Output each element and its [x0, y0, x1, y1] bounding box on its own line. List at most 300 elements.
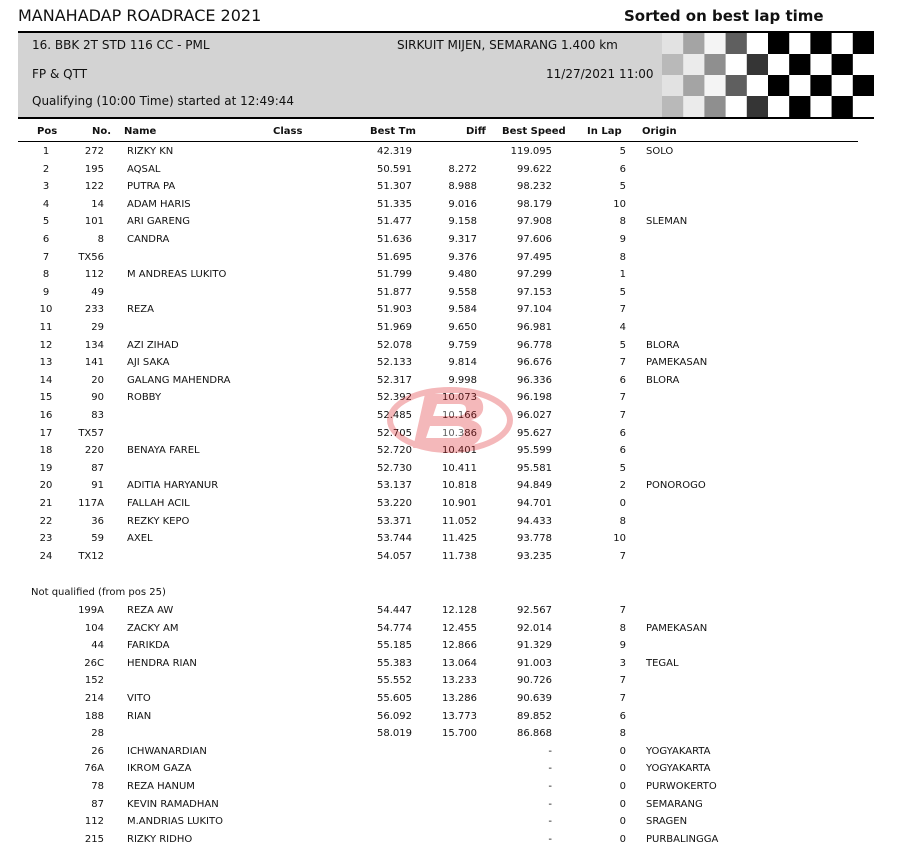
cell-lap: 0: [619, 745, 626, 757]
cell-origin: PURBALINGGA: [646, 833, 719, 845]
cell-speed: 94.849: [517, 480, 552, 492]
table-row: [0, 357, 900, 375]
cell-diff: 13.286: [442, 693, 477, 704]
cell-diff: 11.425: [442, 533, 477, 545]
cell-diff: 15.700: [442, 728, 477, 740]
cell-pos: 22: [39, 515, 53, 527]
cell-lap: 0: [619, 763, 626, 775]
cell-speed: 89.852: [517, 710, 552, 722]
cell-no: 28: [91, 728, 104, 740]
cell-speed: -: [548, 763, 552, 775]
cell-best: 55.383: [377, 657, 412, 669]
cell-diff: 9.558: [448, 286, 477, 298]
cell-name: PUTRA PA: [127, 181, 176, 193]
cell-lap: 8: [619, 251, 626, 263]
cell-lap: 3: [619, 657, 626, 669]
cell-lap: 7: [619, 357, 626, 369]
cell-diff: 12.128: [442, 605, 477, 616]
cell-no: 29: [91, 322, 104, 333]
cell-no: 272: [84, 146, 104, 157]
table-row: [0, 623, 900, 641]
table-row: [0, 269, 900, 287]
cell-origin: YOGYAKARTA: [646, 745, 711, 757]
cell-speed: -: [548, 833, 552, 845]
class-name: 16. BBK 2T STD 116 CC - PML: [32, 38, 210, 52]
table-row: [0, 164, 900, 182]
col-class: Class: [273, 126, 303, 137]
cell-diff: 12.866: [442, 640, 477, 652]
cell-speed: 98.232: [517, 181, 552, 193]
table-row: [0, 781, 900, 799]
cell-best: 51.877: [377, 286, 412, 298]
cell-speed: 92.014: [517, 622, 552, 634]
table-row: [0, 816, 900, 834]
cell-diff: 12.455: [442, 622, 477, 634]
table-row: [0, 516, 900, 534]
cell-lap: 5: [619, 181, 626, 193]
cell-best: 55.552: [377, 675, 412, 687]
cell-name: AZI ZIHAD: [127, 339, 179, 351]
cell-no: 8: [97, 234, 104, 245]
cell-best: 52.485: [377, 410, 412, 421]
cell-name: ARI GARENG: [127, 216, 191, 228]
cell-pos: 21: [39, 498, 53, 509]
cell-no: 26: [91, 745, 104, 757]
cell-no: 26C: [84, 657, 104, 669]
table-row: [0, 375, 900, 393]
cell-no: 87: [91, 798, 104, 810]
cell-name: REZA AW: [127, 605, 174, 616]
cell-best: 53.137: [377, 480, 412, 492]
cell-diff: 9.584: [448, 304, 477, 316]
table-row: [0, 605, 900, 623]
cell-no: 122: [84, 181, 104, 193]
cell-lap: 5: [619, 286, 626, 298]
cell-best: 51.695: [377, 251, 412, 263]
table-row: [0, 234, 900, 252]
col-diff: Diff: [466, 126, 486, 137]
cell-lap: 5: [619, 462, 626, 474]
cell-lap: 8: [619, 216, 626, 228]
table-row: [0, 252, 900, 270]
table-row: [0, 410, 900, 428]
cell-origin: BLORA: [646, 374, 680, 386]
checkered-flag-icon: [662, 33, 874, 117]
cell-speed: 94.701: [517, 498, 552, 509]
cell-speed: 96.198: [517, 392, 552, 404]
cell-lap: 6: [619, 445, 626, 457]
cell-pos: 12: [39, 339, 53, 351]
cell-speed: 90.639: [517, 693, 552, 704]
cell-no: 199A: [78, 605, 104, 616]
cell-speed: -: [548, 745, 552, 757]
cell-lap: 7: [619, 304, 626, 316]
cell-best: 55.185: [377, 640, 412, 652]
cell-best: 58.019: [377, 728, 412, 740]
cell-lap: 6: [619, 427, 626, 439]
table-row: [0, 216, 900, 234]
cell-pos: 7: [42, 251, 50, 263]
cell-name: ADITIA HARYANUR: [127, 480, 219, 492]
cell-best: 52.730: [377, 462, 412, 474]
cell-speed: 99.622: [517, 163, 552, 175]
cell-name: ICHWANARDIAN: [127, 745, 207, 757]
table-row: [0, 834, 900, 852]
cell-lap: 9: [619, 640, 626, 652]
table-row: [0, 551, 900, 569]
cell-lap: 8: [619, 515, 626, 527]
cell-speed: 97.153: [517, 286, 552, 298]
cell-pos: 2: [42, 163, 50, 175]
cell-best: 53.371: [377, 515, 412, 527]
cell-no: 104: [84, 622, 104, 634]
cell-origin: SOLO: [646, 146, 674, 157]
cell-name: BENAYA FAREL: [127, 445, 200, 457]
cell-diff: 8.988: [448, 181, 477, 193]
cell-origin: YOGYAKARTA: [646, 763, 711, 775]
cell-lap: 0: [619, 816, 626, 828]
cell-pos: 19: [39, 462, 53, 474]
cell-speed: 94.433: [517, 515, 552, 527]
table-row: [0, 181, 900, 199]
cell-diff: 10.411: [442, 462, 477, 474]
cell-best: 51.636: [377, 234, 412, 245]
cell-diff: 13.233: [442, 675, 477, 687]
cell-lap: 4: [619, 322, 626, 333]
cell-pos: 13: [39, 357, 53, 369]
cell-name: GALANG MAHENDRA: [127, 374, 231, 386]
col-pos: Pos: [37, 126, 58, 137]
cell-pos: 15: [39, 392, 53, 404]
col-name: Name: [124, 126, 157, 137]
cell-lap: 10: [613, 198, 626, 210]
cell-pos: 17: [39, 427, 53, 439]
cell-lap: 7: [619, 675, 626, 687]
cell-no: 76A: [84, 763, 104, 775]
cell-speed: 86.868: [517, 728, 552, 740]
table-row: [0, 675, 900, 693]
col-in-lap: In Lap: [587, 126, 622, 137]
cell-best: 51.799: [377, 269, 412, 281]
cell-no: 188: [84, 710, 104, 722]
cell-diff: 10.166: [442, 410, 477, 421]
cell-speed: 97.104: [517, 304, 552, 316]
event-title: MANAHADAP ROADRACE 2021: [18, 6, 262, 25]
cell-pos: 24: [39, 550, 53, 562]
cell-diff: 9.158: [448, 216, 477, 228]
cell-name: AJI SAKA: [127, 357, 170, 369]
cell-best: 53.744: [377, 533, 412, 545]
table-row: [0, 533, 900, 551]
cell-speed: 97.299: [517, 269, 552, 281]
cell-no: TX57: [78, 427, 104, 439]
cell-diff: 9.759: [448, 339, 477, 351]
cell-no: 36: [91, 515, 104, 527]
cell-no: 112: [84, 816, 104, 828]
cell-speed: 90.726: [517, 675, 552, 687]
cell-best: 55.605: [377, 693, 412, 704]
cell-name: ADAM HARIS: [127, 198, 191, 210]
cell-name: KEVIN RAMADHAN: [127, 798, 219, 810]
table-row: [0, 640, 900, 658]
cell-no: 44: [91, 640, 104, 652]
cell-diff: 9.016: [448, 198, 477, 210]
cell-pos: 8: [42, 269, 50, 281]
cell-lap: 6: [619, 710, 626, 722]
cell-no: TX12: [78, 550, 104, 562]
table-row: [0, 445, 900, 463]
cell-best: 52.392: [377, 392, 412, 404]
cell-name: FARIKDA: [127, 640, 170, 652]
table-row: [0, 498, 900, 516]
col-origin: Origin: [642, 126, 677, 137]
not-qualified-label: Not qualified (from pos 25): [31, 587, 166, 598]
cell-best: 51.903: [377, 304, 412, 316]
cell-speed: 97.908: [517, 216, 552, 228]
table-row: [0, 428, 900, 446]
cell-lap: 0: [619, 833, 626, 845]
table-row: [0, 199, 900, 217]
cell-best: 51.335: [377, 198, 412, 210]
cell-diff: 13.773: [442, 710, 477, 722]
table-row: [0, 728, 900, 746]
cell-name: RIAN: [127, 710, 152, 722]
cell-diff: 11.052: [442, 515, 477, 527]
cell-diff: 9.650: [448, 322, 477, 333]
cell-no: 59: [91, 533, 104, 545]
cell-speed: 95.599: [517, 445, 552, 457]
cell-no: 134: [84, 339, 104, 351]
cell-best: 51.307: [377, 181, 412, 193]
cell-name: REZA: [127, 304, 154, 316]
cell-origin: BLORA: [646, 339, 680, 351]
table-row: [0, 322, 900, 340]
cell-name: M ANDREAS LUKITO: [127, 269, 227, 281]
cell-speed: 96.027: [517, 410, 552, 421]
cell-best: 54.774: [377, 622, 412, 634]
cell-no: 233: [84, 304, 104, 316]
cell-pos: 1: [42, 146, 50, 157]
cell-no: 195: [84, 163, 104, 175]
col-no: No.: [92, 126, 112, 137]
cell-pos: 20: [39, 480, 53, 492]
cell-pos: 18: [39, 445, 53, 457]
cell-pos: 6: [42, 234, 50, 245]
table-row: [0, 146, 900, 164]
table-row: [0, 480, 900, 498]
cell-lap: 6: [619, 374, 626, 386]
cell-origin: PONOROGO: [646, 480, 706, 492]
table-row: [0, 340, 900, 358]
cell-pos: 9: [42, 286, 50, 298]
col-best-tm: Best Tm: [370, 126, 416, 137]
cell-no: 141: [84, 357, 104, 369]
cell-lap: 8: [619, 622, 626, 634]
cell-speed: 96.981: [517, 322, 552, 333]
cell-name: ZACKY AM: [127, 622, 179, 634]
cell-speed: -: [548, 781, 552, 792]
cell-name: RIZKY RIDHO: [127, 833, 193, 845]
cell-lap: 0: [619, 798, 626, 810]
cell-best: 52.705: [377, 427, 412, 439]
cell-pos: 4: [42, 198, 50, 210]
cell-lap: 0: [619, 781, 626, 792]
cell-lap: 0: [619, 498, 626, 509]
cell-no: TX56: [78, 251, 104, 263]
cell-lap: 7: [619, 605, 626, 616]
cell-name: AQSAL: [127, 163, 161, 175]
cell-lap: 2: [619, 480, 626, 492]
cell-no: 214: [84, 693, 104, 704]
cell-speed: 98.179: [517, 198, 552, 210]
cell-best: 42.319: [377, 146, 412, 157]
cell-no: 152: [84, 675, 104, 687]
col-best-speed: Best Speed: [502, 126, 566, 137]
session-status: Qualifying (10:00 Time) started at 12:49:44: [32, 94, 295, 108]
cell-origin: SRAGEN: [646, 816, 688, 828]
cell-pos: 23: [39, 533, 53, 545]
circuit-name: SIRKUIT MIJEN, SEMARANG 1.400 km: [397, 38, 618, 52]
cell-origin: PAMEKASAN: [646, 357, 708, 369]
table-row: [0, 304, 900, 322]
cell-speed: 96.336: [517, 374, 552, 386]
cell-best: 53.220: [377, 498, 412, 509]
cell-diff: 10.073: [442, 392, 477, 404]
cell-no: 117A: [78, 498, 104, 509]
cell-speed: 96.778: [517, 339, 552, 351]
cell-lap: 5: [619, 146, 626, 157]
table-row: [0, 799, 900, 817]
cell-no: 220: [84, 445, 104, 457]
cell-pos: 11: [39, 322, 53, 333]
cell-speed: 96.676: [517, 357, 552, 369]
cell-no: 112: [84, 269, 104, 281]
cell-diff: 10.386: [442, 427, 477, 439]
cell-no: 101: [84, 216, 104, 228]
column-header-rule: [18, 141, 858, 142]
cell-best: 54.447: [377, 605, 412, 616]
cell-speed: 91.003: [517, 657, 552, 669]
cell-name: FALLAH ACIL: [127, 498, 190, 509]
cell-diff: 9.376: [448, 251, 477, 263]
cell-lap: 7: [619, 693, 626, 704]
table-row: [0, 287, 900, 305]
cell-best: 52.078: [377, 339, 412, 351]
cell-best: 52.133: [377, 357, 412, 369]
cell-origin: PAMEKASAN: [646, 622, 708, 634]
table-row: [0, 693, 900, 711]
cell-diff: 13.064: [442, 657, 477, 669]
cell-diff: 10.401: [442, 445, 477, 457]
cell-speed: 93.778: [517, 533, 552, 545]
cell-speed: -: [548, 798, 552, 810]
cell-best: 52.317: [377, 374, 412, 386]
cell-origin: PURWOKERTO: [646, 781, 717, 792]
cell-lap: 6: [619, 163, 626, 175]
cell-best: 50.591: [377, 163, 412, 175]
header-rule-bottom: [18, 117, 874, 119]
cell-no: 87: [91, 462, 104, 474]
cell-origin: SLEMAN: [646, 216, 688, 228]
cell-name: REZKY KEPO: [127, 515, 190, 527]
info-band: [18, 33, 874, 117]
cell-name: AXEL: [127, 533, 153, 545]
cell-best: 51.477: [377, 216, 412, 228]
cell-name: REZA HANUM: [127, 781, 195, 792]
cell-lap: 7: [619, 550, 626, 562]
cell-name: HENDRA RIAN: [127, 657, 197, 669]
cell-diff: 10.818: [442, 480, 477, 492]
cell-pos: 14: [39, 374, 53, 386]
session-datetime: 11/27/2021 11:00: [546, 67, 654, 81]
cell-pos: 10: [39, 304, 53, 316]
cell-speed: 95.627: [517, 427, 552, 439]
cell-best: 52.720: [377, 445, 412, 457]
cell-origin: SEMARANG: [646, 798, 703, 810]
table-row: [0, 463, 900, 481]
cell-best: 56.092: [377, 710, 412, 722]
cell-diff: 10.901: [442, 498, 477, 509]
cell-lap: 7: [619, 410, 626, 421]
table-row: [0, 746, 900, 764]
cell-speed: 119.095: [510, 146, 552, 157]
cell-speed: 95.581: [517, 462, 552, 474]
cell-pos: 5: [42, 216, 50, 228]
cell-speed: -: [548, 816, 552, 828]
cell-diff: 9.317: [448, 234, 477, 245]
cell-name: M.ANDRIAS LUKITO: [127, 816, 223, 828]
session-name: FP & QTT: [32, 67, 88, 81]
cell-speed: 97.606: [517, 234, 552, 245]
cell-lap: 5: [619, 339, 626, 351]
cell-diff: 9.480: [448, 269, 477, 281]
cell-lap: 9: [619, 234, 626, 245]
cell-speed: 97.495: [517, 251, 552, 263]
cell-diff: 11.738: [442, 550, 477, 562]
cell-name: RIZKY KN: [127, 146, 174, 157]
cell-speed: 92.567: [517, 605, 552, 616]
cell-no: 78: [91, 781, 104, 792]
cell-lap: 1: [619, 269, 626, 281]
cell-pos: 3: [42, 181, 50, 193]
cell-no: 215: [84, 833, 104, 845]
cell-diff: 9.814: [448, 357, 477, 369]
table-row: [0, 392, 900, 410]
cell-pos: 16: [39, 410, 53, 421]
table-row: [0, 658, 900, 676]
cell-lap: 10: [613, 533, 626, 545]
table-row: [0, 711, 900, 729]
cell-name: CANDRA: [127, 234, 170, 245]
cell-no: 49: [91, 286, 104, 298]
table-row: [0, 763, 900, 781]
cell-name: VITO: [127, 693, 151, 704]
cell-best: 51.969: [377, 322, 412, 333]
cell-origin: TEGAL: [646, 657, 679, 669]
cell-no: 83: [91, 410, 104, 421]
cell-lap: 7: [619, 392, 626, 404]
cell-speed: 93.235: [517, 550, 552, 562]
cell-no: 20: [91, 374, 104, 386]
cell-speed: 91.329: [517, 640, 552, 652]
cell-no: 90: [91, 392, 104, 404]
cell-lap: 8: [619, 728, 626, 740]
cell-no: 14: [91, 198, 104, 210]
sort-note: Sorted on best lap time: [624, 7, 824, 25]
cell-diff: 9.998: [448, 374, 477, 386]
cell-no: 91: [91, 480, 104, 492]
cell-name: ROBBY: [127, 392, 162, 404]
